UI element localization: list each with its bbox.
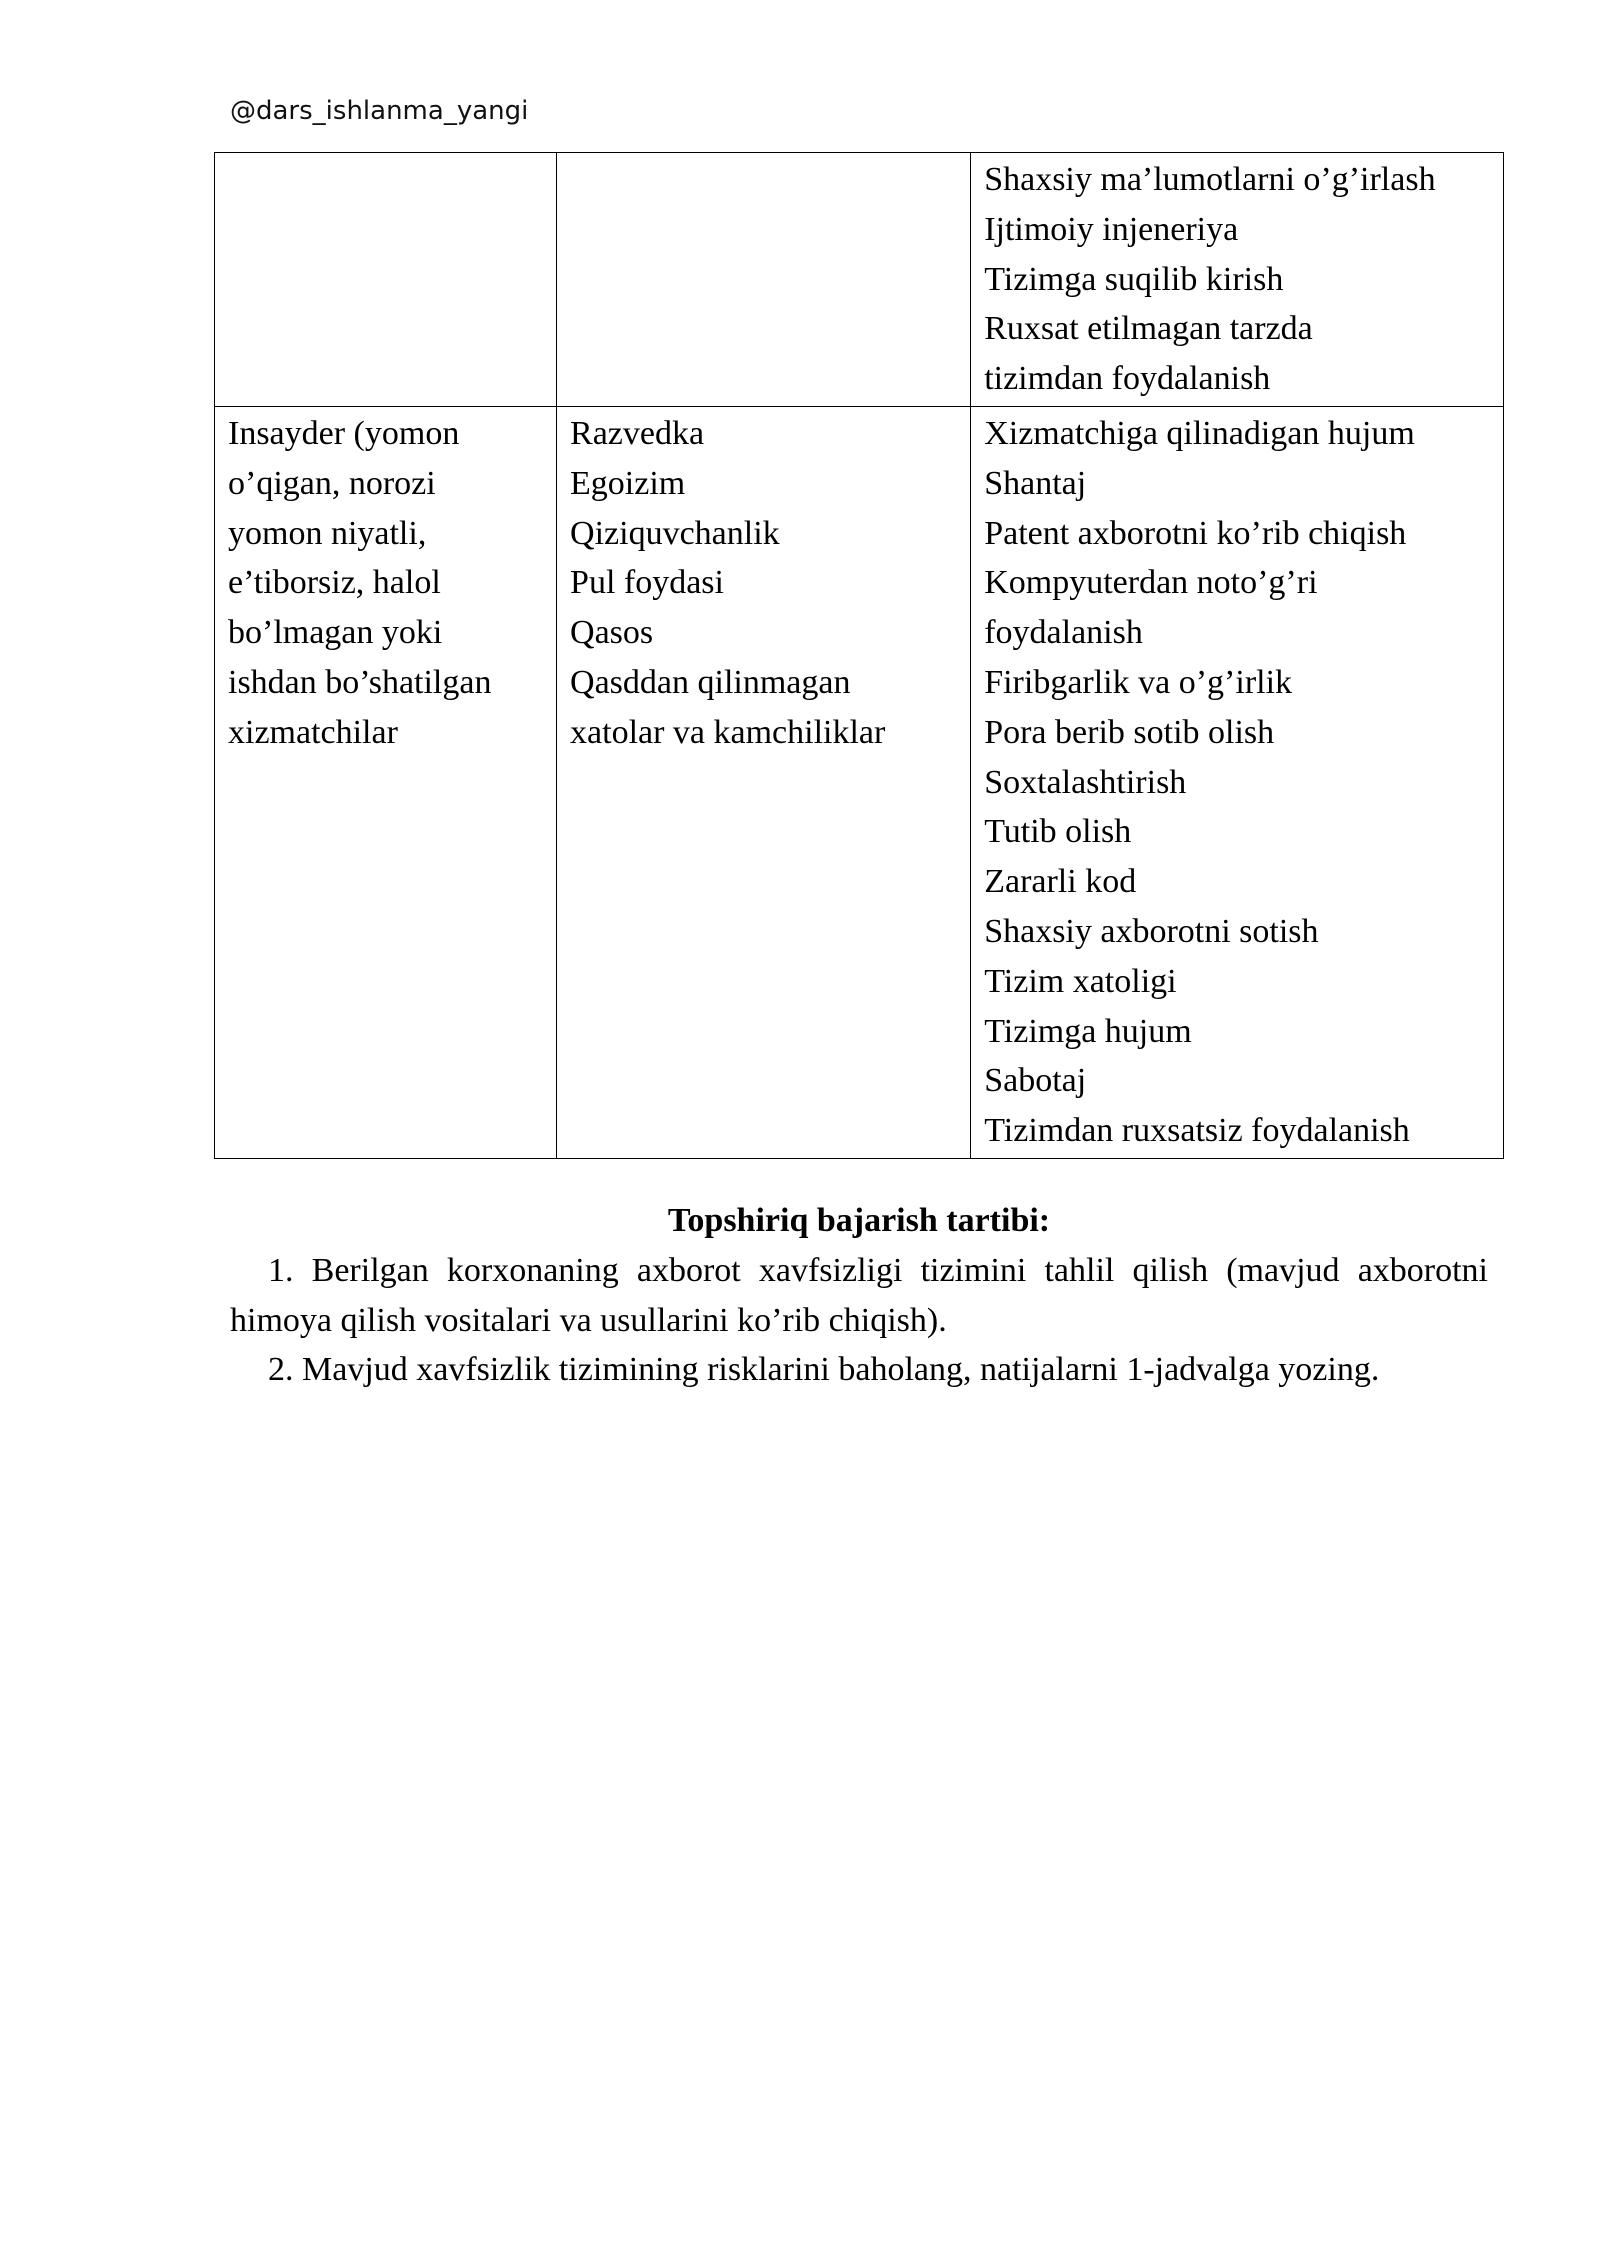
cell-text-line: Xizmatchiga qilinadigan hujum xyxy=(984,414,1415,452)
cell-text-line: Qiziquvchanlik xyxy=(570,514,780,552)
cell-text-line: xizmatchilar xyxy=(228,713,398,751)
table-cell-col3 xyxy=(971,153,1504,407)
table-cell-col1 xyxy=(215,153,557,407)
cell-text-line: xatolar va kamchiliklar xyxy=(570,713,886,751)
cell-text-line: Tizimdan ruxsatsiz foydalanish xyxy=(984,1112,1410,1150)
channel-tag: @dars_ishlanma_yangi xyxy=(230,96,529,126)
cell-text-line: Shantaj xyxy=(984,464,1087,502)
table-cell-col3 xyxy=(971,406,1504,1158)
cell-text-line: Pora berib sotib olish xyxy=(984,713,1275,751)
cell-text-line: Sabotaj xyxy=(984,1062,1087,1100)
cell-text-line: Ijtimoiy injeneriya xyxy=(984,210,1239,248)
cell-text-line: Razvedka xyxy=(570,414,705,452)
cell-text-line: Kompyuterdan noto’g’ri xyxy=(984,564,1318,602)
cell-text-line: ishdan bo’shatilgan xyxy=(228,663,492,701)
cell-text-line: tizimdan foydalanish xyxy=(984,360,1271,398)
cell-text-line: yomon niyatli, xyxy=(228,514,427,552)
cell-text-line: Qasos xyxy=(570,614,654,652)
table-row xyxy=(215,153,1504,407)
cell-text-line: Soxtalashtirish xyxy=(984,763,1187,801)
cell-text-line: Tizim xatoligi xyxy=(984,962,1177,1000)
cell-text-line: Zararli kod xyxy=(984,863,1137,901)
cell-text-line: Shaxsiy ma’lumotlarni o’g’irlash xyxy=(984,161,1436,198)
cell-text-line: Pul foydasi xyxy=(570,564,724,602)
cell-text-line: e’tiborsiz, halol xyxy=(228,564,441,602)
task-section-title: Topshiriq bajarish tartibi: xyxy=(667,1202,1051,1239)
cell-text-line: Qasddan qilinmagan xyxy=(570,663,851,701)
table-cell-col1 xyxy=(215,406,557,1158)
cell-text-line: Ruxsat etilmagan tarzda xyxy=(984,310,1313,348)
cell-text-line: Tizimga hujum xyxy=(984,1012,1192,1050)
threat-table xyxy=(214,152,1504,1159)
threat-table-body xyxy=(215,153,1504,1159)
table-cell-col2 xyxy=(557,406,971,1158)
table-row xyxy=(215,406,1504,1158)
cell-text-line: o’qigan, norozi xyxy=(228,464,436,502)
cell-text-line: bo’lmagan yoki xyxy=(228,614,443,652)
cell-text-line: Tutib olish xyxy=(984,813,1132,851)
cell-text-line: Patent axborotni ko’rib chiqish xyxy=(984,514,1407,552)
task-item-1: 1. Berilgan korxonaning axborot xavfsizligi tizimini tahlil qilish (mavjud axborotni himoya qilish vositalari va usullarini ko’rib chiqish). xyxy=(230,1251,1488,1339)
cell-text-line: Egoizim xyxy=(570,464,686,502)
cell-text-line: Shaxsiy axborotni sotish xyxy=(984,912,1319,950)
task-item-2: 2. Mavjud xavfsizlik tizimining risklarini baholang, natijalarni 1-jadvalga yozing. xyxy=(268,1351,1380,1389)
cell-text-line: Firibgarlik va o’g’irlik xyxy=(984,663,1293,701)
cell-text-line: Tizimga suqilib kirish xyxy=(984,260,1284,298)
cell-text-line: foydalanish xyxy=(984,614,1143,652)
cell-text-line: Insayder (yomon xyxy=(228,414,460,452)
task-section xyxy=(230,1196,1488,1395)
table-cell-col2 xyxy=(557,153,971,407)
